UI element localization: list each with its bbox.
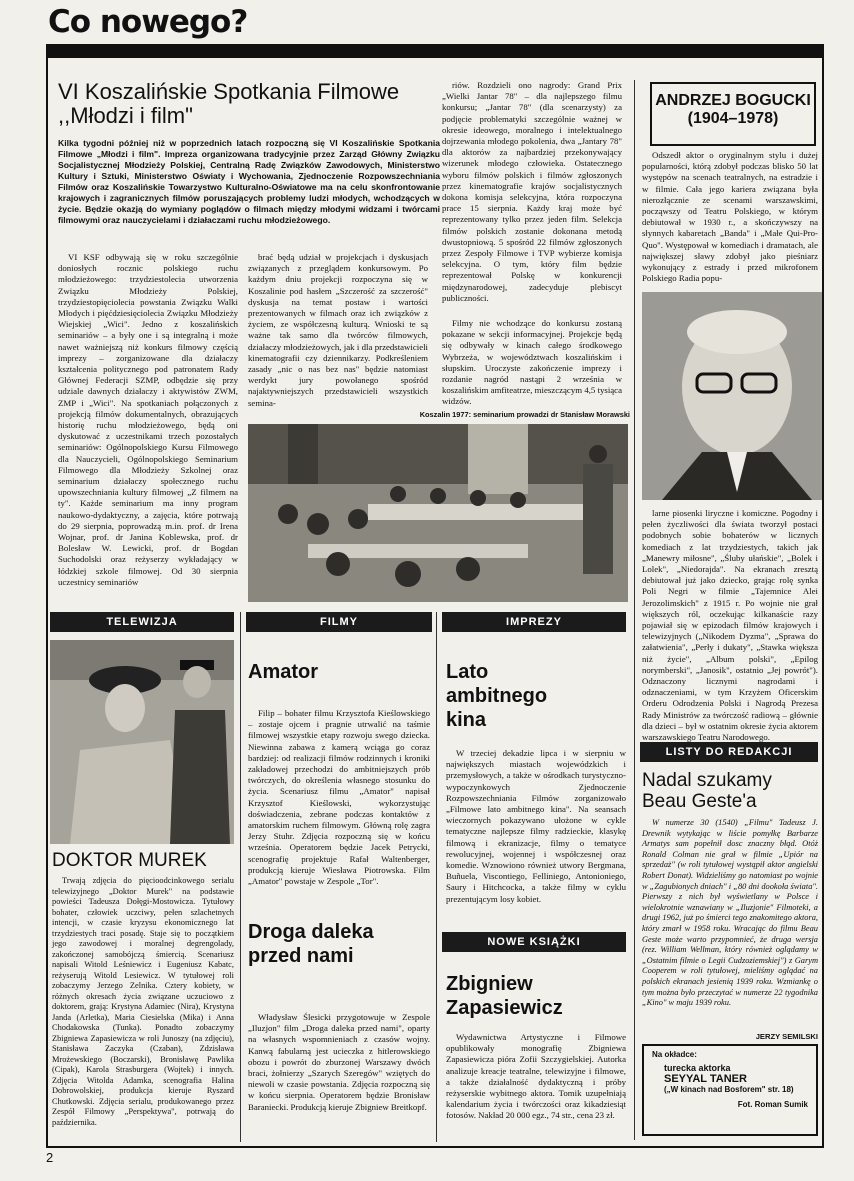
section-filmy: FILMY — [246, 612, 432, 632]
section-telewizja: TELEWIZJA — [50, 612, 234, 632]
lato-text: W trzeciej dekadzie lipca i w sierpniu w największych miastach wojewódzkich i przemysłowych, a także w ośrodkach turystyczno-wypoczynkowych Zjednoczenie Rozpowszechniania Filmów zorganizowało „Filmowe lato ambitnego kina". Na seansach wieczornych pokazywano ułożone w cykle tematyczne najlepsze filmy radzieckie, klasykę filmową i ekranizacje, filmy o tematyce rewolucyjnej, wojennej i współczesnej oraz komedie. Wznowiono również utwory Bergmana, Buñuela, Viscontiego, Felliniego, Antonioniego, Saury i Hitchcocka, a także filmy w cyklu prezentującym losy kobiet. — [446, 748, 626, 904]
photo-caption: Koszalin 1977: seminarium prowadzi dr Stanisław Morawski — [419, 410, 630, 419]
droga-text: Władysław Ślesicki przygotowuje w Zespole „Iluzjon" film „Droga daleka przed nami", oparty na własnych wspomnieniach z czasów wojny. Kanwą fabularną jest ucieczka z hitlerowskiego obozu i powrót do zburzonej Warszawy dwóch braci, żołnierzy „Szarych Szeregów" wziętych do niewoli w czasie powstania. Zdjęcia rozpoczną się w końcu sierpnia. Operatorem będzie Bronisław Baraniecki. Produkcją kieruje Zbigniew Breitkopf. — [248, 1012, 430, 1112]
lato-title: Lato ambitnego kina — [446, 661, 548, 731]
murek-text: Trwają zdjęcia do pięcioodcinkowego serialu telewizyjnego „Doktor Murek" na podstawie powieści Tadeusza Dołęgi-Mostowicza. Tytułowy bohater, człowiek uczciwy, pełen szlachetnych intencji, w czasie kryzysu ekonomicznego lat trzydziestych traci posadę. Staje się to początkiem jego zawodowej i moralnej degrengolady, zakończonej samobójczą śmiercią. Scenariusz napisali Witold Leśniewicz i Eugeniusz Kabatc, reżyserują Witold Lesiewicz. W tytułowej roli zobaczymy Jerzego Zelnika. Cztery kobiety, w różnych okresach życia związane uczuciowo z doktorem, grają: Krystyna Adamiec (Nira), Krystyna Janda (Arletka), Maria Ciesielska (Mika) i Anna Chodakowska (Tunka). Ponadto zobaczymy Zbigniewa Zapasiewicza w roli Junoszy (na zdjęciu), Stanisława Zaczyka (Czaban), Zdzisława Mrożewskiego (Boczarski), Bronisławę Pawlika (Cipak), Karola Strasburgera (Wojtek) i innych. Zdjęcia Witolda Adamka, scenografia Halina Dobrowolskiej, produkcja kieruje Ryszard Chutkowski. Zdjęcia serialu, produkowanego przez Zespół Filmowy „Perspektywa", potrwają do października. — [52, 876, 234, 1127]
obituary-name: ANDRZEJ BOGUCKI — [655, 92, 811, 109]
cover-note-name: SEYYAL TANER — [664, 1073, 747, 1085]
article-col-3b: Filmy nie wchodzące do konkursu zostaną pokazane w sekcji informacyjnej. Projekcje będą się odbywały w kinach całego środkowego Wybrzeża, w województwach koszalińskim i słupskim. Uroczyste zakończenie imprezy i rozdanie nagród nastąpi 2 września w koszalińskim amfiteatrze, mieszczącym 4,5 tysiąca widzów. — [442, 318, 622, 407]
obituary-text-top: Odszedł aktor o oryginalnym stylu i dużej popularności, którą zdobył podczas blisko 50 lat występów na scenach teatralnych, na estradzie i w filmie. Cała jego kariera związana była nierozłącznie ze scenami warszawskimi, począwszy od Teatru Polskiego, w którym debiutował w 1930 r., a skończywszy na słynnych kabaretach „Banda" i „Małe Qui-Pro-Quo". Występował w komediach i dramatach, ale największej sławy zdobył jako pieśniarz wykonujący z estrady i przed mikrofonem Polskiego Radia popu- — [642, 150, 818, 284]
amator-title: Amator — [248, 661, 319, 683]
article-col-3: riów. Rozdzieli ono nagrody: Grand Prix „Wielki Jantar 78" – dla najlepszego filmu konkursu; „Jantar 78" (dla scenarzysty) za podjęcie problematyki szczególnie ważnej w okresie ideowego, moralnego i intelektualnego dojrzewania młodego pokolenia, dwa „Jantary 78" dla aktorów za najbardziej przekonywający wizerunek młodego człowieka. Ostatecznego wyboru filmów polskich i filmów zgłoszonych przez kinematografie krajów socjalistycznych dokona komisja selekcyjna, która rozpoczyna prace 15 sierpnia. Każdy kraj może być reprezentowany tylko przez jeden film. Selekcja filmów polskich zostanie dokonana metodą dwustopniową. 5 spośród 22 filmów zgłoszonych przez Zespoły Filmowe i TVP wybierze komisja selekcyjna. O tym, który film będzie reprezentował Polskę w konkurencji międzynarodowej, zadecyduje plebiscyt publiczności. — [442, 80, 622, 303]
murek-photo-art — [50, 640, 234, 844]
page-number: 2 — [46, 1150, 54, 1165]
obituary-text-bottom: larne piosenki liryczne i komiczne. Pogodny i pełen życzliwości dla świata tworzył postaci podobnych sobie bohaterów w licznych komediach z lat trzydziestych, takich jak „Manewry miłosne", „Śluby ułańskie", „Bolek i Lolek", „Niedorajda". Na ekranach zresztą debiutował już jako dziecko, grając rolę synka Poli Negri w filmie „Tajemnice Alei Jerozolimskich" z 1915 r. Po wojnie nie grał większych ról, oczekując kilkanaście razy pojawiał się w epizodach filmów krajowych i telewizyjnych („Nikodem Dyzma", „Sprawa do załatwienia", „Perły i dukaty", „Stawka większa niż życie", „Album polski", „Epilog norymberski", „Janosik", ostatnio „Jej powrót"). Odznaczony licznymi nagrodami i odznaczeniami, w tym Krzyżem Oficerskim Orderu Odrodzenia Polski i Nagrodą Prezesa Rady Ministrów za twórczość radiową – głównie dla dzieci – był w ostatnim okresie życia aktorem warszawskiego Teatru Narodowego. — [642, 508, 818, 743]
cover-note-line3: („W kinach nad Bosforem" str. 18) — [664, 1085, 794, 1094]
section-ksiazki: NOWE KSIĄŻKI — [442, 932, 626, 952]
murek-photo — [50, 640, 234, 844]
cover-note-line1: turecka aktorka — [664, 1063, 731, 1073]
bogucki-portrait-art — [642, 292, 822, 500]
droga-title: Droga daleka przed nami — [248, 921, 374, 967]
section-listy: LISTY DO REDAKCJI — [640, 742, 818, 762]
listy-title: Nadal szukamy Beau Geste'a — [642, 770, 772, 812]
headline-line-1: VI Koszalińskie Spotkania Filmowe — [58, 79, 400, 104]
cover-note-box — [642, 1044, 818, 1136]
column-rule — [240, 612, 241, 1142]
listy-text: W numerze 30 (1540) „Filmu" Tadeusz J. Drewnik wytykając w liście pomyłkę Barbarze Armatys sam popełnił dosc znaczny błąd. Otóż Ronald Colman nie grał w filmie „Upiór na sprzedaż" (w roli tytułowej wystąpił aktor angielski Robert Donat). Widzieliśmy go natomiast po wojnie w „Zagubionych dniach" i „80 dni dookoła świata". Pierwszy z nich był wyświetlany w Polsce i wielokrotnie wznawiany w „Iluzjonie" Filmoteki, a drugi 1962, już po śmierci tego znakomitego aktora, który zmarł w 1958 roku. Wracając do filmu Beau Geste może warto przypomnieć, że druga wersja (rez. William Wellman, który również oglądamy w „Ostatnim filmie o Legii Cudzoziemskiej") z Garym Cooperem w roli tytułowej, mieliśmy oglądać na polskich ekranach jesienią 1939 roku. Wzmiankę o tym można było przeczytać w numerze 22 tygodnika „Kino" w maju 1939 roku. — [642, 818, 818, 1008]
article-headline — [58, 80, 438, 128]
header-bar — [46, 44, 824, 58]
frame-right — [822, 58, 824, 1148]
frame-left — [46, 58, 48, 1148]
frame-bottom — [46, 1146, 824, 1148]
seminar-photo — [248, 424, 628, 602]
headline-line-2: ,,Młodzi i film" — [58, 103, 193, 128]
seminar-photo-art — [248, 424, 628, 602]
listy-author: JERZY SEMILSKI — [755, 1032, 818, 1041]
article-lead: Kilka tygodni później niż w poprzednich latach rozpoczną się VI Koszalińskie Spotkania Filmowe „Młodzi i film". Impreza organizowana tradycyjnie przez Zarząd Główny Związku Socjalistycznej Młodzieży Polskiej, Centralną Radę Związków Zawodowych, Ministerstwo Kultury i Sztuki, Ministerstwo Oświaty i Wychowania, Zjednoczenie Rozpowszechniania Filmów oraz Koszalińskie Towarzystwo Kulturalno-Oświatowe ma na celu skonfrontowanie krajowych i zagranicznych filmów poruszających problemy ludzi młodych, wchodzących w życie. Będzie okazją do wymiany poglądów o filmach między młodymi widzami i twórcami filmowymi oraz nauczycielami i działaczami ruchu młodzieżowego. — [58, 138, 440, 225]
obituary-years: (1904–1978) — [687, 110, 779, 127]
ksiazki-title: Zbigniew Zapasiewicz — [446, 973, 563, 1019]
column-rule — [436, 612, 437, 1142]
article-col-2: brać będą udział w projekcjach i dyskusjach związanych z przeglądem konkursowym. Po każdym dniu projekcji rozpoczyna się w Koszalinie pod hasłem „Szczerość za szczerość" dyskusja na temat postaw i wartości prezentowanych w filmach oraz ich związków z życiem, ze współczesną kulturą. Wnioski te są ważne tak samo dla twórców filmowych, działaczy młodzieżowych, jak i dla przedstawicieli kinematografii czy dziennikarzy. Podkreśleniem zasady „nic o nas bez nas" będzie natomiast werdykt jury powołanego spośród najaktywniejszych przedstawicieli wszystkich semina- — [248, 252, 428, 408]
obituary-box — [650, 82, 816, 146]
cover-note-credit: Fot. Roman Sumik — [737, 1100, 808, 1109]
article-col-1: VI KSF odbywają się w roku szczególnie doniosłych rocznic polskiego ruchu młodzieżowego: trzydziestolecia utworzenia Związku Młodzieży Polskiej, trzydziestopięciolecia powstania Związku Walki Młodych i pięćdziesięciolecia Związku Młodzieży Wiejskiej „Wici". Jedno z koszalińskich seminariów – a były one i są integralną i może nawet ważniejszą niż konkurs filmowy częścią imprezy – zorganizowane dla działaczy kształcenia politycznego pod patronatem Rady Głównej Federacji SZMP, odbędzie się przy udziale dawnych działaczy i aktywistów ZWM, ZMP i „Wici". Na spotkaniach połączonych z projekcją filmów dokumentalnych, obrazujących historię ruchu młodzieżowego, będą oni dyskutować z uczestnikami trzech pozostałych seminariów: Ogólnopolskiego Kursu Filmowego dla Nauczycieli, Ogólnopolskiego Seminarium Filmowego dla Młodzieży Szkolnej oraz seminarium działaczy społecznego ruchu upowszechniania kultury filmowej „Z filmem na ty". Każde seminarium ma inny program naukowo-dydaktyczny, a zajęcia, które potrwają do 29 sierpnia, poprowadzą m.in. prof. dr Irena Wojnar, prof. dr Janina Koblewska, prof. dr Bolesław W. Lewicki, prof. dr Bogdan Suchodolski oraz reżyserzy wykładający w łódzkiej szkole filmowej. Od 30 sierpnia uczestnicy seminariów — [58, 252, 238, 587]
cover-note-label: Na okładce: — [652, 1050, 697, 1059]
ksiazki-text: Wydawnictwa Artystyczne i Filmowe opublikowały monografię Zbigniewa Zapasiewicza pióra Zofii Szczygielskiej. Autorka analizuje kreacje teatralne, telewizyjne i filmowe, a także działalność dydaktyczną i próby reżyserskie wybitnego aktora. Tomik uzupełniają kalendarium życia i twórczości oraz kikadziesiąt fotosów. Nakład 20 000 egz., 74 str., cena 23 zł. — [446, 1032, 626, 1121]
masthead: Co nowego? — [48, 4, 248, 40]
amator-text: Filip – bohater filmu Krzysztofa Kieślowskiego – zostaje ojcem i pragnie utrwalić na taśmie filmowej wszystkie etapy rozwoju swego dziecka. Niewinna zabawa z kamerą wciąga go coraz bardziej: od realizacji filmów rodzinnych i kroniki zakładowej przechodzi do ambitniejszych prób twórczych, do określenia własnego stosunku do życia. Scenariusz filmu „Amator" napisał Krzysztof Kieślowski, wykorzystując doświadczenia, zebrane podczas kontaktów z amatorskim ruchem filmowym. Główną rolę zagra Jerzy Stuhr. Zdjęcia rozpoczną się w końcu września. Operatorem będzie Jacek Petrycki, scenografię projektuje Rafał Waltenberger, produkcją kieruje Wiesława Piotrowska. Film „Amator" powstaje w Zespole „Tor". — [248, 708, 430, 887]
murek-title: DOKTOR MUREK — [52, 850, 207, 871]
section-imprezy: IMPREZY — [442, 612, 626, 632]
bogucki-portrait — [642, 292, 822, 500]
column-rule — [634, 80, 635, 1140]
